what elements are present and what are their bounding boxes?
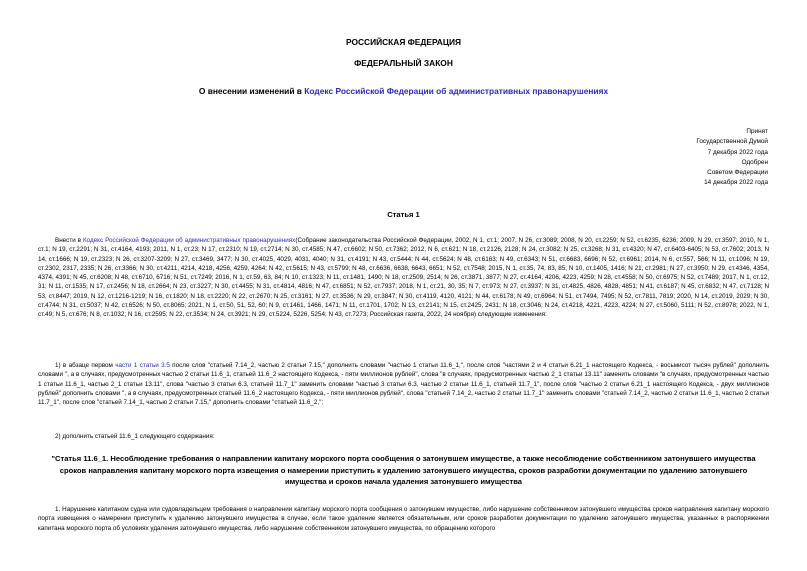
intro-prefix: Внести в (55, 237, 83, 244)
adopted-by: Государственной Думой (696, 138, 768, 146)
law-type-heading: ФЕДЕРАЛЬНЫЙ ЗАКОН (354, 58, 453, 68)
approved-date: 14 декабря 2022 года (704, 179, 768, 187)
article-title: Статья 1 (387, 210, 420, 219)
intro-rest: (Собрание законодательства Российской Федерации, 2002, N 1, ст.1; 2007, N 26, ст.3089; 2008, N 20, ст.2259; N 52, ст.6235, 6236; 2009, N 29, ст.3597; 2010, N 1, ст.1; N 19, ст.2291; N 31, ст.4164, 4193; 2011, N 1, ст.23; N 17, ст.2310; N 19, ст.2714; N 30, ст.4585; N 47, ст.6602; N 50, ст.7362; 2012, N 6, ст.621; N 18, ст.2126, 2128; N 24, ст.3082; N 25, ст.3268; N 31, ст.4320; N 47, ст.6403-6405; N 53, ст.7602; 2013, N 14, ст.1666; N 19, ст.2323; N 26, ст.3207-3209; N 27, ст.3469, 3477; N 30, ст.4025, 4029, 4031, 4040; N 31, ст.4191; N 43, ст.5444; N 44, ст.5624; N 48, ст.6163; N 49, ст.6343; N 51, ст.6683, 6696; N 52, ст.6961; 2014, N 6, ст.557, 566; N 11, ст.1096; N 19, ст.2302, 2317, 2335; N 26, ст.3366; N 30, ст.4211, 4214, 4218, 4256, 4259, 4264; N 42, ст.5615; N 43, ст.5799; N 48, ст.6636, 6638, 6643, 6651; N 52, ст.7548; 2015, N 1, ст.35, 74, 83, 85; N 10, ст.1405, 1416; N 21, ст.2981; N 27, ст.3950; N 29, ст.4346, 4354, 4374, 4391; N 45, ст.6208; N 48, ст.6710, 6716; N 51, ст.7249; 2016, N 1, ст.59, 63, 84; N 10, ст.1323; N 11, ст.1481, 1490; N 18, ст.2509, 2514; N 26, ст.3871, 3877; N 27, ст.4164, 4206, 4223, 4259; N 28, ст.4558; N 50, ст.6975; N 52, ст.7489; 2017, N 1, ст.12, 31; N 11, ст.1535; N 17, ст.2456; N 18, ст.2664; N 23, ст.3227; N 30, ст.4455; N 31, ст.4814, 4816; N 47, ст.6851; N 52, ст.7937; 2018, N 1, ст.21, 30, 35; N 7, ст.973; N 27, ст.3937; N 31, ст.4825, 4826, 4828, 4851; N 41, ст.6187; N 45, ст.6832; N 47, ст.7128; N 53, ст.8447; 2019, N 12, ст.1216-1219; N 16, ст.1820; N 18, ст.2220; N 22, ст.2670; N 25, ст.3161; N 27, ст.3536; N 29, ст.3847; N 30, ст.4119, 4120, 4121; N 44, ст.6178; N 49, ст.6964; N 51, ст.7494, 7495; N 52, ст.7811, 7819; 2020, N 14, ст.2019, 2029; N 30, ст.4744; N 31, ст.5037; N 42, ст.6526; N 50, ст.8065; 2021, N 1, ст.50, 51, 52, 60; N 9, ст.1461, 1466, 1471; N 11, ст.1701, 1702; N 13, ст.2141; N 15, ст.2425, 2431; N 18, ст.3046; N 24, ст.4218, 4221, 4223, 4224; N 27, ст.5060, 5111; N 52, ст.8978; 2022, N 1, ст.49; N 5, ст.676; N 8, ст.1032; N 16, ст.2595; N 22, ст.3534; N 24, ст.3921; N 29, ст.5224, 5226, 5254; N 43, ст.7273; Российская газета, 2022, 24 ноября) следующие изменения: (38, 237, 769, 319)
intro-paragraph (38, 236, 769, 320)
adopted-label: Принят (746, 128, 768, 135)
new-article-heading: "Статья 11.6_1. Несоблюдение требования о направлении капитану морского порта сообщения о затонувшем имуществе, а также несоблюдение собственником затонувшего имущества сроков направления капитану морского порта извещения о намерении приступить к удалению затонувшего имущества, сроков разработки документации по удалению затонувшего имущества и сроков начала удаления затонувшего имущества (51, 454, 756, 487)
item-1-rest: после слов "статьей 7.14_2, частью 2 статьи 7.15," дополнить словами "частью 1 статьи 11.6_1,", после слов "частями 2 и 4 статьи 6.21_1 настоящего Кодекса, - восьмисот тысяч рублей" дополнить словами ", а в случаях, предусмотренных частью 2 статьи 11.6_1, статьей 11.6_2 настоящего Кодекса, - пяти миллионов рублей", слова "в случаях, предусмотренных частью 2_1 статьи 13.11" заменить словами "в случаях, предусмотренных частью 1 статьи 11.6_1, частью 2_1 статьи 13.11", слова "частью 3 статьи 6.3, статьей 11.7_1" заменить словами "частью 3 статьи 6.3, частью 2 статьи 11.6_1, статьей 11.7_1", после слов "частью 2 статьи 6.21_1 настоящего Кодекса, - двух миллионов рублей" дополнить словами ", а в случаях, предусмотренных статьей 11.6_2 настоящего Кодекса, - пяти миллионов рублей", слова "статьей 7.14_2, частью 2 статьи 11.7_1" заменить словами "статьей 7.14_2, частью 2 статьи 11.6_1, частью 2 статьи 11.7_1", после слов "статьей 7.14_1, частью 2 статьи 7.15," дополнить словами "статьей 11.6_2,"; (38, 362, 769, 407)
adopted-date: 7 декабря 2022 года (707, 148, 768, 156)
codex-link[interactable]: Кодекс Российской Федерации об административных правонарушениях (304, 86, 609, 96)
law-title (0, 86, 807, 96)
intro-codex-link[interactable]: Кодекс Российской Федерации об административных правонарушениях (82, 237, 296, 244)
item-2-paragraph: 2) дополнить статьей 11.6_1 следующего содержания: (55, 433, 215, 440)
approved-by: Советом Федерации (707, 169, 768, 177)
article-3-5-link[interactable]: части 1 статьи 3.5 (115, 362, 170, 369)
approved-label: Одобрен (741, 158, 768, 166)
clause-1-paragraph: 1. Нарушение капитаном судна или судовладельцем требования о направлении капитану морского порта сообщения о затонувшем имуществе, либо нарушение собственником затонувшего имущества сроков направления капитану морского порта извещения о намерении приступить к удалению затонувшего имущества в случае, если такое удаление является обязательным, или сроков разработки документации по удалению затонувшего имущества, указанных в распоряжении капитана морского порта об условиях удаления затонувшего имущества, либо нарушение собственником затонувшего имущества, по обращению которого (38, 506, 769, 532)
law-title-prefix: О внесении изменений в (198, 86, 305, 96)
adoption-block (568, 127, 768, 189)
federation-heading: РОССИЙСКАЯ ФЕДЕРАЦИЯ (345, 37, 462, 47)
item-1-prefix: 1) в абзаце первом (55, 362, 116, 369)
item-1-paragraph (38, 361, 769, 407)
